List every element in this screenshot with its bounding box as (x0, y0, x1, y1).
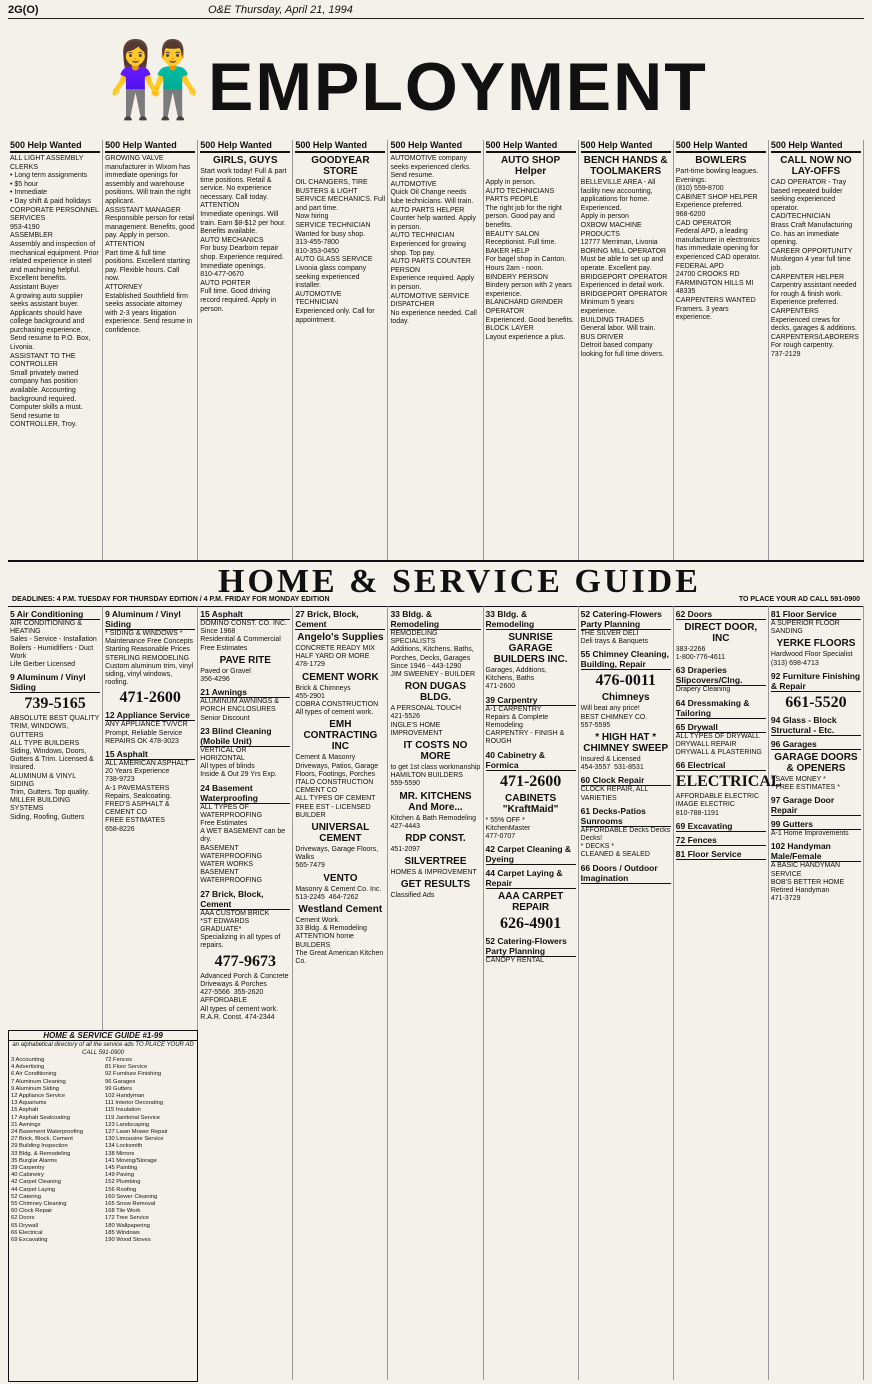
ad-text: A BASIC HANDYMAN SERVICE BOB'S BETTER HOME Retired Handyman 471-3729 (770, 862, 845, 903)
ad-headline: MR. KITCHENS And More... (399, 790, 472, 813)
section-heading: 39 Carpentry (486, 695, 576, 706)
ad-text: * SAVE MONEY * * FREE ESTIMATES * (770, 775, 840, 792)
section-heading: 63 Draperies Slipcovers/Clng. (676, 665, 766, 686)
index-entry: 138 Mirrors (105, 1150, 135, 1157)
index-entry: 60 Clock Repair (11, 1208, 53, 1215)
section-heading: 5 Air Conditioning (10, 609, 100, 620)
column-heading: 500 Help Wanted (295, 140, 385, 153)
ad-text: Masonry & Cement Co. Inc. 513-2245 464-7262 (295, 885, 382, 901)
guide-column (198, 606, 293, 1380)
display-ad-title: BENCH HANDS & TOOLMAKERS (583, 155, 668, 177)
index-entry: 99 Gutters (105, 1085, 133, 1092)
ad-headline: IT COSTS NO MORE (403, 740, 468, 763)
guide-phone: TO PLACE YOUR AD CALL 591-0900 (738, 596, 860, 603)
index-entry: 39 Carpentry (11, 1165, 45, 1172)
employment-column (293, 140, 388, 560)
ad-headline: Angelo's Supplies (297, 632, 384, 643)
ad-headline: CABINETS "KraftMaid" (502, 792, 559, 815)
ad-text: A PERSONAL TOUCH 421-5526 INGLE'S HOME IMPROVEMENT (390, 705, 462, 737)
phone-number: 471-2600 (119, 689, 181, 707)
index-entry: 130 Limousine Service (105, 1136, 164, 1143)
index-entry: 141 Moving/Storage (105, 1157, 157, 1164)
index-entry: 134 Locksmith (105, 1143, 143, 1150)
section-heading: 62 Doors (676, 609, 766, 620)
ad-headline: AAA CARPET REPAIR (498, 891, 564, 914)
index-entry: 65 Drywall (11, 1222, 39, 1229)
employment-column (484, 140, 579, 560)
index-entry: 190 Wood Stoves (105, 1237, 151, 1244)
section-heading: 42 Carpet Cleaning & Dyeing (486, 844, 576, 865)
index-entry: 6 Air Conditioning (11, 1071, 57, 1078)
section-heading: 64 Dressmaking & Tailoring (676, 698, 766, 719)
ad-text: ANY APPLIANCE TV/VCR Prompt, Reliable Service REPAIRS OK 478-3023 (105, 721, 188, 745)
index-entry: 81 Floor Service (105, 1064, 148, 1071)
ad-text: AAA CUSTOM BRICK *ST EDWARDS GRADUATE* Specializing in all types of repairs. (200, 909, 281, 950)
ad-headline: UNIVERSAL CEMENT (311, 822, 370, 845)
ad-text: VERTICAL OR HORIZONTAL All types of blinds Inside & Out 29 Yrs Exp. (200, 746, 277, 779)
column-heading: 500 Help Wanted (676, 140, 766, 153)
section-heading: 27 Brick, Block, Cement (295, 609, 385, 630)
section-heading: 27 Brick, Block, Cement (200, 889, 290, 910)
ad-text: Drapery Cleaning (675, 686, 731, 694)
section-heading: 65 Drywall (676, 722, 766, 733)
section-heading: 33 Bldg. & Remodeling (486, 609, 576, 630)
ad-text: AFFORDABLE Decks Decks Decks! * DECKS * CLEANED & SEALED (580, 826, 671, 859)
section-heading: 15 Asphalt (200, 609, 290, 620)
ad-text: ABSOLUTE BEST QUALITY TRIM, WINDOWS, GUTTERS ALL TYPE BUILDERS Siding, Windows, Doors, Gutters & Trim. Licensed & Insured. ALUMINUM & VINYL SIDING Trim, Gutters. Top quality. MILLER BUILDING SYSTEMS Siding, Roofing, Gutters (10, 715, 100, 821)
ad-headline: CEMENT WORK (302, 671, 379, 683)
index-entry: 29 Building Inspection (11, 1143, 68, 1150)
guide-column (293, 606, 388, 1380)
ad-text: ALL AMERICAN ASPHALT 20 Years Experience 738-9723 A-1 PAVEMASTERS Repairs, Sealcoating. FRED'S ASPHALT & CEMENT CO FREE ESTIMATES 658-8226 (105, 760, 189, 833)
ad-headline: RDP CONST. (405, 833, 466, 845)
home-service-guide-banner (8, 560, 864, 607)
index-entry: 119 Janitorial Service (105, 1114, 160, 1121)
classified-listing-text: ALL LIGHT ASSEMBLY CLERKS • Long term assignments • $5 hour • Immediate • Day shift & paid holidays CORPORATE PERSONNEL SERVICES 953-4190 ASSEMBLER Assembly and inspection of mechanical equipment. Prior related experience in steel and machining helpful. Excellent benefits. Assistant Buyer A growing auto supplier seeks assistant buyer. Applicants should have college background and purchasing experience. Send resume to P.O. Box, Livonia. ASSISTANT TO THE CONTROLLER Small privately owned company has position available. Accounting background required. Computer skills a must. Send resume to CONTROLLER, Troy. (10, 155, 99, 429)
ad-text: ALL TYPES OF WATERPROOFING Free Estimates A WET BASEMENT can be dry. BASEMENT WATERPROOFING WATER WORKS BASEMENT WATERPROOFING (200, 803, 286, 885)
guide-column (769, 606, 864, 1380)
index-entry: 42 Carpet Cleaning (11, 1179, 61, 1186)
index-entry: 180 Wallpapering (105, 1222, 150, 1229)
employment-title: EMPLOYMENT (208, 49, 708, 125)
section-heading: 60 Clock Repair (581, 775, 671, 786)
index-entry: 9 Aluminum Siding (11, 1085, 60, 1092)
ad-text: Paved or Gravel 356-4296 (200, 667, 251, 684)
section-heading: 81 Floor Service (771, 609, 861, 620)
ad-text: AIR CONDITIONING & HEATING Sales - Service - Installation Boilers - Humidifiers - Duct Work Life Gerber Licensed (10, 620, 97, 669)
column-heading: 500 Help Wanted (486, 140, 576, 153)
ad-text: HOMES & IMPROVEMENT (390, 869, 477, 877)
phone-number: 477-9673 (214, 952, 276, 970)
guide-index-box (8, 1030, 198, 1382)
ad-headline: * HIGH HAT * CHIMNEY SWEEP (583, 732, 669, 755)
index-entry: 165 Snow Removal (105, 1201, 156, 1208)
section-heading: 69 Excavating (676, 821, 766, 832)
ad-text: 451-2097 (390, 846, 421, 854)
ad-text: Hardwood Floor Specialist (313) 698-4713 (770, 651, 853, 667)
section-heading: 9 Aluminum / Vinyl Siding (10, 672, 100, 693)
section-heading: 52 Catering-Flowers Party Planning (486, 936, 576, 957)
guide-deadline: DEADLINES: 4 P.M. TUESDAY FOR THURSDAY EDITION / 4 P.M. FRIDAY FOR MONDAY EDITION (12, 596, 330, 603)
employment-columns (8, 140, 864, 560)
ad-text: A-1 CARPENTRY Repairs & Complete Remodeling CARPENTRY - FINISH & ROUGH (485, 705, 565, 746)
guide-column (388, 606, 483, 1380)
column-heading: 500 Help Wanted (581, 140, 671, 153)
section-heading: 99 Gutters (771, 819, 861, 830)
classified-listing-text: BELLEVILLE AREA - All facility new accounting, applications for home. Experienced. Apply in person OXBOW MACHINE PRODUCTS 12777 Merriman, Livonia BORING MILL OPERATOR Must be able to set up and operate. Excellent pay. BRIDGEPORT OPERATOR Experienced in detail work. BRIDGEPORT OPERATOR Minimum 5 years experience. BUILDING TRADES General labor. Will train. BUS DRIVER Detroit based company looking for full time drivers. (580, 179, 668, 358)
index-entry: 33 Bldg. & Remodeling (11, 1150, 71, 1157)
ad-headline: SILVERTREE (404, 856, 467, 868)
index-subtitle: an alphabetical directory of all the service ads TO PLACE YOUR AD CALL 591-0900 (12, 1042, 194, 1056)
column-heading: 500 Help Wanted (390, 140, 480, 153)
ad-text: Kitchen & Bath Remodeling 427-4443 (390, 814, 477, 830)
section-heading: 55 Chimney Cleaning, Building, Repair (580, 649, 669, 670)
employment-column (674, 140, 769, 560)
ad-headline: SUNRISE GARAGE BUILDERS INC. (493, 632, 568, 665)
ad-text: A-1 Home Improvements (770, 830, 849, 838)
display-ad-title: AUTO SHOP Helper (500, 155, 561, 177)
guide-column (484, 606, 579, 1380)
index-entry: 13 Aquariums (11, 1100, 47, 1107)
index-entry: 185 Windows (105, 1229, 140, 1236)
index-entry: 4 Advertising (11, 1064, 45, 1071)
index-entry: 168 Tile Work (105, 1208, 141, 1215)
index-entry: 102 Handyman (105, 1093, 145, 1100)
employment-banner (8, 22, 864, 140)
employment-column (198, 140, 293, 560)
index-entry: 3 Accounting (11, 1057, 45, 1063)
index-entry: 172 Tree Service (105, 1215, 149, 1222)
ad-text: CANOPY RENTAL (485, 957, 545, 965)
classified-listing-text: Part-time bowling leagues. Evenings. (810) 559-8700 CABINET SHOP HELPER Experience preferred. 968-6200 CAD OPERATOR Federal APD, a leading manufacturer in electronics has immediate opening for experienced CAD operator. FEDERAL APD 24700 CROOKS RD FARMINGTON HILLS MI 48335 CARPENTERS WANTED Framers. 3 years experience. (675, 168, 761, 322)
index-entry: 156 Roofing (105, 1186, 137, 1193)
classified-listing-text: OIL CHANGERS, TIRE BUSTERS & LIGHT SERVICE MECHANICS. Full and part time. Now hiring SERVICE TECHNICIAN Wanted for busy shop. 313-455-7800 810-353-0450 AUTO GLASS SERVICE Livonia glass company seeking experienced installer. AUTOMOTIVE TECHNICIAN Experienced only. Call for appointment. (295, 179, 386, 324)
ad-headline: Chimneys (601, 692, 650, 704)
ad-headline: EMH CONTRACTING INC (303, 719, 378, 753)
display-ad-title: CALL NOW NO LAY-OFFS (780, 155, 852, 177)
ad-text: ALUMINUM AWNINGS & PORCH ENCLOSURES Senior Discount (200, 698, 279, 722)
section-heading: 72 Fences (676, 835, 766, 846)
ad-text: CONCRETE READY MIX HALF YARD OR MORE 478-1729 (295, 645, 375, 669)
ad-headline: GARAGE DOORS & OPENERS (774, 751, 858, 774)
guide-title: HOME & SERVICE GUIDE (218, 563, 701, 600)
index-entry: 17 Asphalt Sealcoating (11, 1114, 70, 1121)
ad-text: Will beat any price! BEST CHIMNEY CO. 557-5595 (580, 705, 648, 729)
section-heading: 12 Appliance Service (105, 710, 195, 721)
employment-column (579, 140, 674, 560)
ad-text: 383-2266 1-800-776-4611 (675, 646, 726, 662)
classified-listing-text: CAD OPERATOR - Tray based repeated builder seeking experienced operator. CAD/TECHNICIAN Brass Craft Manufacturing Co. has an immediate opening. CAREER OPPORTUNITY Muskegon 4 year full time job. CARPENTER HELPER Carpentry assistant needed for rough & finish work. Experience preferred. CARPENTERS Experienced crews for decks, garages & additions. CARPENTERS/LABORERS For rough carpentry. 737-2129 (770, 179, 859, 358)
couple-icon: 👫 (108, 40, 201, 122)
index-entry: 40 Cabinetry (11, 1172, 44, 1179)
ad-text: * SIDING & WINDOWS * Maintenance Free Concepts Starting Reasonable Prices STERLING REMODELING Custom aluminum trim, vinyl siding, vinyl windows, roofing. (105, 630, 194, 687)
ad-text: to get 1st class workmanship HAMILTON BUILDERS 559-5590 (390, 764, 481, 788)
ad-text: AFFORDABLE ELECTRIC IMAGE ELECTRIC 810-788-1191 (675, 793, 760, 817)
display-ad-title: GIRLS, GUYS (213, 155, 278, 166)
display-ad-title: BOWLERS (695, 155, 747, 166)
classified-listing-text: GROWING VALVE manufacturer in Wixom has immediate openings for assembly and warehouse positions. Will train the right applicant. ASSISTANT MANAGER Responsible person for retail management. Benefits, good pay. Apply in person. ATTENTION Part time & full time positions. Excellent starting pay. Flexible hours. Call now. ATTORNEY Established Southfield firm seeks associate attorney with 2-3 years litigation experience. Send resume in confidence. (105, 155, 195, 334)
phone-number: ELECTRICAL (675, 773, 782, 791)
section-heading: 40 Cabinetry & Formica (486, 750, 576, 771)
index-entry: 21 Awnings (11, 1121, 41, 1128)
ad-text: Cement Work. 33 Bldg. & Remodeling ATTENTION home BUILDERS The Great American Kitchen Co. (295, 917, 384, 966)
section-heading: 92 Furniture Finishing & Repair (770, 670, 861, 691)
index-entry: 152 Plumbing (105, 1179, 141, 1186)
ad-headline: PAVE RITE (219, 654, 271, 666)
employment-column (8, 140, 103, 560)
classified-listing-text: Apply in person. AUTO TECHNICIANS PARTS PEOPLE The right job for the right person. Good pay and benefits. BEAUTY SALON Receptionist. Full time. BAKER HELP For bagel shop in Canton. Hours 2am - noon. BINDERY PERSON Bindery person with 2 years experience. BLANCHARD GRINDER OPERATOR Experienced. Good benefits. BLOCK LAYER Layout experience a plus. (485, 179, 574, 341)
index-entry: 72 Fences (105, 1057, 133, 1063)
index-entry: 15 Asphalt (11, 1107, 39, 1114)
index-entry: 66 Electrical (11, 1229, 43, 1236)
index-entry: 24 Basement Waterproofing (11, 1129, 83, 1136)
column-heading: 500 Help Wanted (771, 140, 861, 153)
employment-column (103, 140, 198, 560)
ad-text: Cement & Masonry Driveways, Patios, Garage Floors, Footings, Porches ITALO CONSTRUCTION CEMENT CO ALL TYPES OF CEMENT FREE EST - LICENSED BUILDER (295, 754, 379, 819)
column-heading: 500 Help Wanted (10, 140, 100, 153)
index-entry: 12 Appliance Service (11, 1093, 66, 1100)
phone-number: 661-5520 (785, 693, 847, 711)
index-entry: 69 Excavating (11, 1237, 48, 1244)
index-entry: 145 Painting (105, 1165, 138, 1172)
section-heading: 33 Bldg. & Remodeling (390, 609, 480, 630)
ad-text: REMODELING SPECIALISTS Additions, Kitchens, Baths, Porches, Decks, Garages Since 1946 - 443-1290 JIM SWEENEY - BUILDER (390, 630, 476, 679)
index-entry: 44 Carpet Laying (11, 1186, 56, 1193)
ad-text: Driveways, Garage Floors, Walks 565-7479 (295, 846, 379, 870)
page-header (8, 4, 864, 19)
employment-column (388, 140, 483, 560)
section-heading: 24 Basement Waterproofing (200, 783, 290, 804)
ad-text: CLOCK REPAIR, ALL VARIETIES (580, 786, 650, 802)
ad-headline: RON DUGAS BLDG. (404, 681, 467, 704)
section-heading: 23 Blind Cleaning (Mobile Unit) (200, 726, 290, 747)
ad-text: THE SILVER DELI Deli trays & Banquets (580, 630, 648, 646)
ad-headline: YERKE FLOORS (776, 638, 856, 650)
index-title: HOME & SERVICE GUIDE #1-99 (9, 1031, 197, 1041)
section-heading: 66 Electrical (676, 760, 766, 771)
classified-listing-text: Start work today! Full & part time positions. Retail & service. No experience necessary. Call today. ATTENTION Immediate openings. Will train. Earn $8-$12 per hour. Benefits available. AUTO MECHANICS For busy Dearborn repair shop. Experience required. Immediate openings. 810-477-0670 AUTO PORTER Full time. Good driving record required. Apply in person. (200, 168, 287, 313)
ad-text: A SUPERIOR FLOOR SANDING (770, 620, 842, 636)
section-heading: 44 Carpet Laying & Repair (486, 868, 576, 889)
page-number: 2G(O) (8, 4, 39, 16)
ad-text: Advanced Porch & Concrete Driveways & Porches 427-5566 355-2620 AFFORDABLE All types of cement work. R.A.R. Const. 474-2344 (200, 972, 289, 1021)
section-heading: 66 Doors / Outdoor Imagination (581, 863, 671, 884)
employment-column (769, 140, 864, 560)
ad-headline: Westland Cement (298, 904, 383, 916)
ad-text: Brick & Chimneys 455-2901 COBRA CONSTRUCTION All types of cement work. (295, 684, 379, 717)
classified-listing-text: AUTOMOTIVE company seeks experienced clerks. Send resume. AUTOMOTIVE Quick Oil Change needs lube technicians. Will train. AUTO PARTS HELPER Counter help wanted. Apply in person. AUTO TECHNICIAN Experienced for growing shop. Top pay. AUTO PARTS COUNTER PERSON Experience required. Apply in person. AUTOMOTIVE SERVICE DISPATCHER No experience needed. Call today. (390, 155, 477, 326)
section-heading: 52 Catering-Flowers Party Planning (581, 609, 671, 630)
index-entry: 35 Burglar Alarms (11, 1157, 58, 1164)
display-ad-title: GOODYEAR STORE (311, 155, 370, 177)
column-heading: 500 Help Wanted (200, 140, 290, 153)
index-entry: 111 Interior Decorating (105, 1100, 164, 1107)
index-entry: 92 Furniture Finishing (105, 1071, 162, 1078)
index-entry: 115 Insulation (105, 1107, 141, 1114)
section-heading: 96 Garages (771, 739, 861, 750)
guide-column (674, 606, 782, 1380)
guide-column (579, 606, 674, 1380)
ad-headline: GET RESULTS (400, 879, 471, 891)
phone-number: 626-4901 (499, 915, 562, 933)
ad-headline: VENTO (323, 872, 358, 884)
publication-date: O&E Thursday, April 21, 1994 (208, 4, 353, 16)
ad-text: * 55% OFF * KitchenMaster 477-0707 (485, 816, 531, 841)
ad-headline: DIRECT DOOR, INC (684, 622, 758, 644)
index-entry: 62 Doors (11, 1215, 35, 1222)
section-heading: 61 Decks-Patios Sunrooms (581, 806, 671, 827)
section-heading: 15 Asphalt (105, 749, 195, 760)
index-entry: 7 Aluminum Cleaning (11, 1078, 66, 1085)
index-entry: 160 Sewer Cleaning (105, 1193, 158, 1200)
index-entry: 149 Paving (105, 1172, 135, 1179)
index-entry: 127 Lawn Mower Repair (105, 1129, 168, 1136)
index-entry: 55 Chimney Cleaning (11, 1201, 67, 1208)
ad-text: Classified Ads (390, 892, 435, 900)
section-heading: 81 Floor Service (676, 849, 766, 860)
section-heading: 94 Glass - Block Structural - Etc. (771, 715, 861, 736)
ad-text: Garages, Additions, Kitchens, Baths 471-2600 (485, 667, 547, 691)
phone-number: 739-5165 (24, 695, 86, 713)
index-entry: 52 Catering (11, 1193, 41, 1200)
phone-number: 476-0011 (595, 672, 656, 690)
index-list (9, 1057, 197, 1244)
section-heading: 102 Handyman Male/Female (771, 841, 861, 862)
column-heading: 500 Help Wanted (105, 140, 195, 153)
section-heading: 97 Garage Door Repair (771, 795, 861, 816)
index-entry: 96 Garages (105, 1078, 136, 1085)
section-heading: 9 Aluminum / Vinyl Siding (105, 609, 195, 630)
ad-text: ALL TYPES OF DRYWALL DRYWALL REPAIR DRYWALL & PLASTERING (675, 732, 762, 757)
index-entry: 27 Brick, Block, Cement (11, 1136, 73, 1143)
section-heading: 21 Awnings (200, 687, 290, 698)
index-entry: 123 Landscaping (105, 1121, 150, 1128)
ad-text: Insured & Licensed 454-3557 531-8531 (580, 756, 644, 772)
ad-text: DOMINO CONST. CO. INC. Since 1968 Residential & Commercial Free Estimates (200, 620, 287, 652)
phone-number: 471-2600 (499, 772, 562, 790)
